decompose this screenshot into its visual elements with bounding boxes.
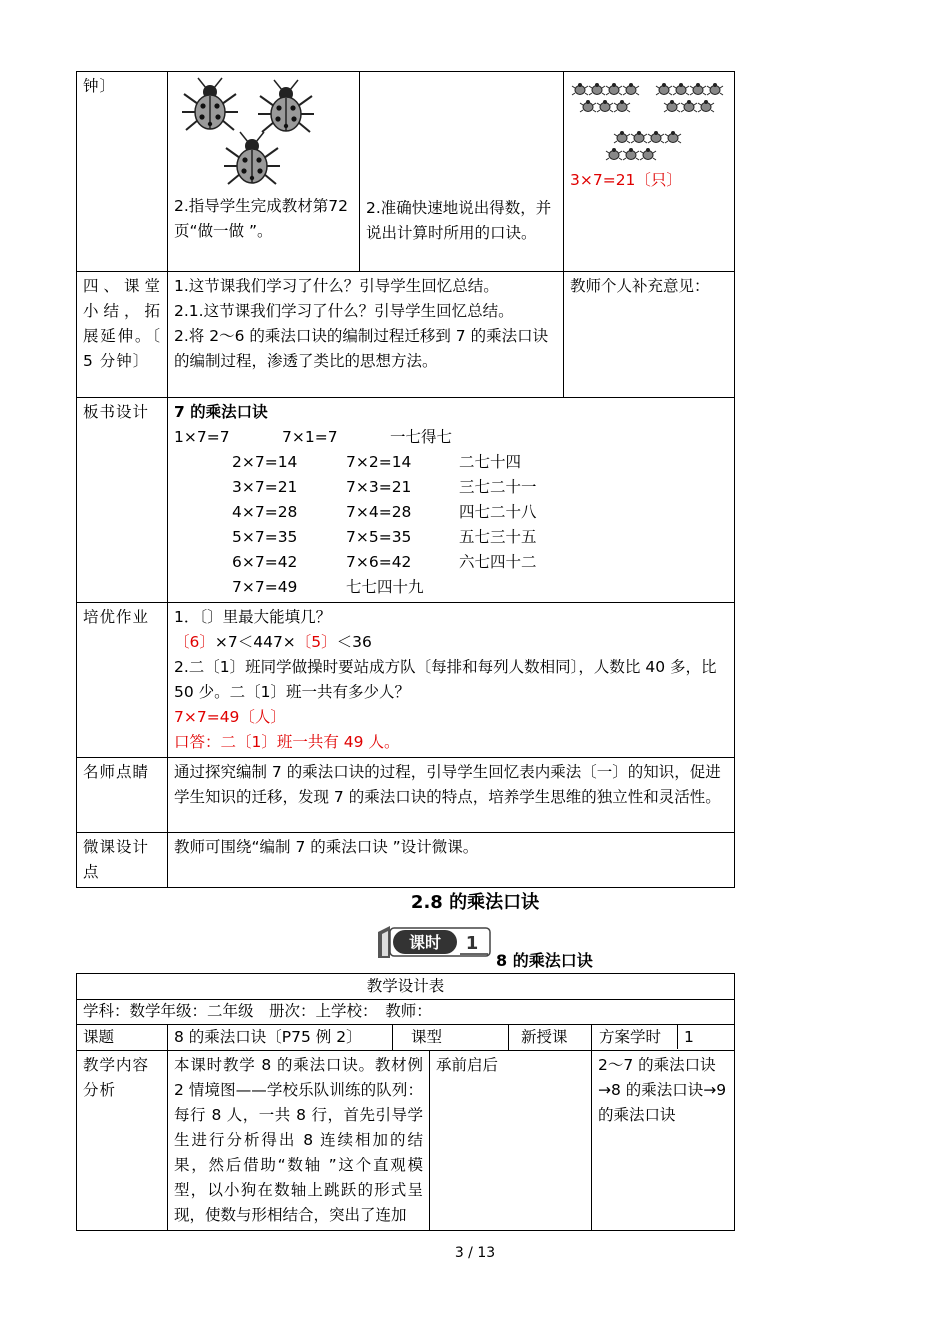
board-rhyme: 二七十四	[459, 453, 522, 471]
board-line	[174, 425, 728, 450]
type-value: 新授课	[509, 1025, 592, 1051]
answer-cell	[564, 72, 735, 272]
board-line	[174, 475, 728, 500]
teacher-task-cell	[168, 72, 360, 272]
ladybug-group	[572, 83, 639, 112]
teacher-note: 教师个人补充意见：	[564, 272, 735, 398]
summary-line: 2.1.这节课我们学习了什么？引导学生回忆总结。	[174, 302, 514, 320]
content-row	[77, 1051, 735, 1231]
board-eq: 7×7=49	[232, 578, 298, 596]
practice-row	[77, 72, 735, 272]
hours-cell	[592, 1025, 735, 1051]
homework-row	[77, 603, 735, 758]
board-eq: 7×4=28	[346, 503, 412, 521]
type-label: 课型	[393, 1025, 509, 1051]
board-eq: 5×7=35	[232, 528, 298, 546]
homework-a2-calc: 7×7=49〔人〕	[174, 708, 286, 726]
table-meta: 学科：数学年级：二年级 册次：上学校： 教师：	[77, 1000, 735, 1025]
board-eq: 2×7=14	[232, 453, 298, 471]
lesson-badge-icon	[376, 924, 492, 960]
board-eq: 7×5=35	[346, 528, 412, 546]
board-line	[174, 550, 728, 575]
homework-text: ＜36	[336, 633, 372, 651]
table-caption: 教学设计表	[77, 974, 735, 1000]
meta-row	[77, 1000, 735, 1025]
board-line	[174, 525, 728, 550]
content-text: 本课时教学 8 的乘法口诀。教材例 2 情境图——学校乐队训练的队列：每行 8 人，一共 8 行，首先引导学生进行分析得出 8 连续相加的结果，然后借助“数轴 ”这个直观模型，以小狗在数轴上跳跃的形式呈现，使数与形相结合，突出了连加	[168, 1051, 430, 1231]
board-eq: 7×1=7	[282, 428, 338, 446]
micro-row	[77, 833, 735, 888]
ladybug-icon	[182, 78, 238, 130]
summary-row	[77, 272, 735, 398]
lesson-badge-text: 课时	[408, 933, 442, 952]
board-rhyme: 四七二十八	[459, 503, 537, 521]
answer-blank: 〔6〕	[174, 633, 215, 651]
student-task-text: 2.准确快速地说出得数，并说出计算时所用的口诀。	[366, 199, 552, 242]
link-label: 承前启后	[430, 1051, 592, 1231]
student-task-cell	[360, 72, 564, 272]
hours-label: 方案学时	[592, 1025, 678, 1049]
homework-q1: 1．〔〕里最大能填几？	[174, 608, 332, 626]
board-line	[174, 450, 728, 475]
homework-a2-answer: 口答：二〔1〕班一共有 49 人。	[174, 733, 400, 751]
board-content	[168, 398, 735, 603]
micro-text: 教师可围绕“编制 7 的乘法口诀 ”设计微课。	[168, 833, 735, 888]
lesson-title: 8 的乘法口诀	[496, 951, 593, 970]
section-title: 2.8 的乘法口诀	[410, 892, 540, 913]
topic-label: 课题	[77, 1025, 168, 1051]
board-eq: 7×6=42	[346, 553, 412, 571]
ladybug-group	[606, 131, 681, 160]
ladybug-icon	[258, 80, 314, 132]
ladybug-icon	[224, 132, 280, 184]
homework-q1-answer	[174, 630, 728, 655]
topic-value: 8 的乘法口诀〔P75 例 2〕	[168, 1025, 393, 1051]
homework-label: 培优作业	[77, 603, 168, 758]
lesson-table	[76, 71, 735, 888]
homework-content	[168, 603, 735, 758]
hours-value: 1	[684, 1028, 694, 1046]
content-label: 教学内容分析	[77, 1051, 168, 1231]
board-label: 板书设计	[77, 398, 168, 603]
board-eq: 6×7=42	[232, 553, 298, 571]
board-eq: 4×7=28	[232, 503, 298, 521]
topic-row	[77, 1025, 735, 1051]
comment-row	[77, 758, 735, 833]
summary-label: 四、课堂小结，拓展延伸。〔 5 分钟〕	[77, 272, 168, 398]
board-rhyme: 六七四十二	[459, 553, 537, 571]
homework-text: ×7＜447×	[214, 633, 296, 651]
caption-row	[77, 974, 735, 1000]
board-line	[174, 500, 728, 525]
board-eq: 7×2=14	[346, 453, 412, 471]
board-line	[174, 575, 728, 600]
ladybug-grid-illustration	[570, 76, 728, 164]
homework-q2: 2.二〔1〕班同学做操时要站成方队〔每排和每列人数相同〕，人数比 40 多，比 50 少。二〔1〕班一共有多少人？	[174, 658, 717, 701]
board-eq: 7×3=21	[346, 478, 412, 496]
link-text: 2～7 的乘法口诀→8 的乘法口诀→9 的乘法口诀	[592, 1051, 735, 1231]
board-row	[77, 398, 735, 603]
comment-label: 名师点睛	[77, 758, 168, 833]
board-rhyme: 五七三十五	[459, 528, 537, 546]
page-number: 3 / 13	[454, 1245, 496, 1261]
design-table	[76, 973, 735, 1231]
board-rhyme: 三七二十一	[459, 478, 537, 496]
answer-blank: 〔5〕	[295, 633, 337, 651]
ladybug-illustration	[180, 72, 350, 192]
ladybug-group	[656, 83, 723, 112]
summary-line: 2.将 2～6 的乘法口诀的编制过程迁移到 7 的乘法口诀的编制过程，渗透了类比的思想方法。	[174, 327, 549, 370]
board-eq: 3×7=21	[232, 478, 298, 496]
board-rhyme: 一七得七	[390, 428, 453, 446]
micro-label: 微课设计点	[77, 833, 168, 888]
board-title: 7 的乘法口诀	[174, 403, 268, 421]
comment-text: 通过探究编制 7 的乘法口诀的过程，引导学生回忆表内乘法〔一〕的知识，促进学生知识的迁移，发现 7 的乘法口诀的特点，培养学生思维的独立性和灵活性。	[168, 758, 735, 833]
teacher-task-text: 2.指导学生完成教材第72页“做一做 ”。	[174, 197, 349, 240]
summary-line: 1.这节课我们学习了什么？引导学生回忆总结。	[174, 277, 499, 295]
board-eq: 1×7=7	[174, 428, 230, 446]
lesson-badge-number: 1	[465, 933, 479, 954]
answer-text: 3×7=21〔只〕	[570, 171, 682, 189]
board-rhyme: 七七四十九	[346, 578, 424, 596]
summary-content	[168, 272, 564, 398]
practice-label: 钟〕	[77, 72, 168, 272]
